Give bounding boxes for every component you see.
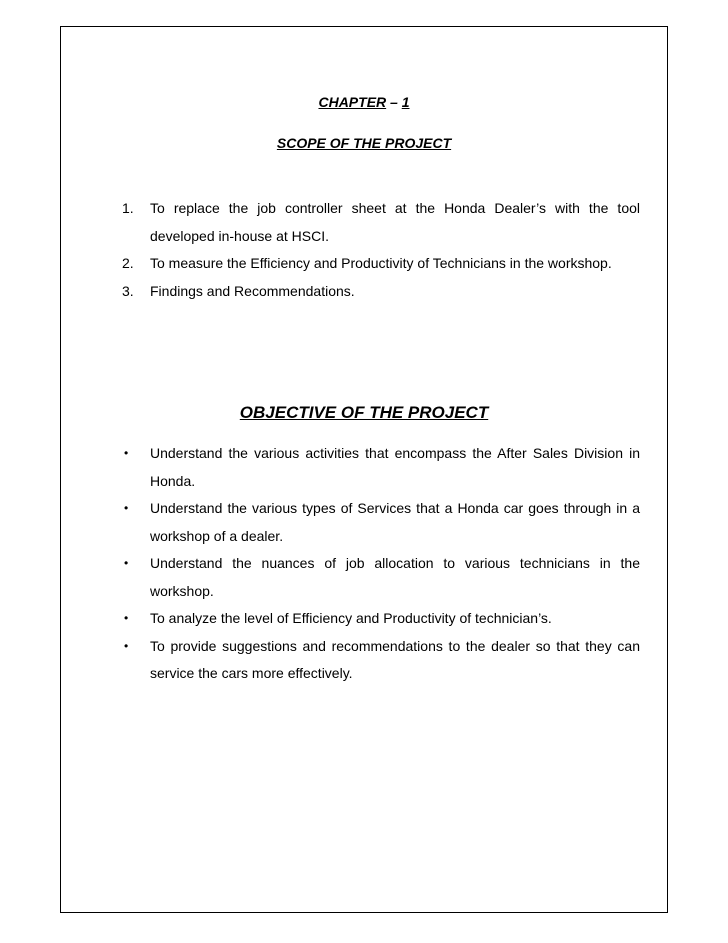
list-item-text: To replace the job controller sheet at the Honda Dealer’s with the tool developed in-house at HSCI. xyxy=(150,200,640,244)
list-item xyxy=(122,250,640,278)
list-number: 2. xyxy=(122,255,134,271)
list-item xyxy=(122,440,640,495)
list-number: 1. xyxy=(122,200,134,216)
chapter-dash: – xyxy=(390,94,398,110)
list-item-text: Understand the nuances of job allocation to various technicians in the workshop. xyxy=(150,555,640,599)
objective-title: OBJECTIVE OF THE PROJECT xyxy=(239,403,489,422)
list-item xyxy=(122,633,640,688)
scope-title: SCOPE OF THE PROJECT xyxy=(276,135,452,151)
list-item-text: To provide suggestions and recommendations to the dealer so that they can service the cars more effectively. xyxy=(150,637,640,681)
bullet-icon: • xyxy=(124,501,129,515)
list-item xyxy=(122,550,640,605)
list-number: 3. xyxy=(122,282,134,299)
list-item-text: Understand the various activities that encompass the After Sales Division in Honda. xyxy=(150,445,640,489)
bullet-icon: • xyxy=(124,611,129,625)
objective-list xyxy=(122,440,640,688)
bullet-icon: • xyxy=(124,446,129,460)
list-item-text: Understand the various types of Services that a Honda car goes through in a workshop of a dealer. xyxy=(150,500,640,544)
list-item xyxy=(122,605,640,633)
list-item xyxy=(122,495,640,550)
chapter-number: 1 xyxy=(401,94,410,110)
chapter-heading xyxy=(0,94,728,110)
list-item-text: Findings and Recommendations. xyxy=(150,282,355,299)
chapter-word: CHAPTER xyxy=(318,94,387,110)
scope-list xyxy=(122,195,640,305)
list-item xyxy=(122,195,640,250)
bullet-icon: • xyxy=(124,638,129,653)
bullet-icon: • xyxy=(124,556,129,570)
list-item-text: To measure the Efficiency and Productivity of Technicians in the workshop. xyxy=(150,255,612,271)
list-item-text: To analyze the level of Efficiency and Productivity of technician’s. xyxy=(150,610,552,626)
list-item xyxy=(122,278,640,306)
